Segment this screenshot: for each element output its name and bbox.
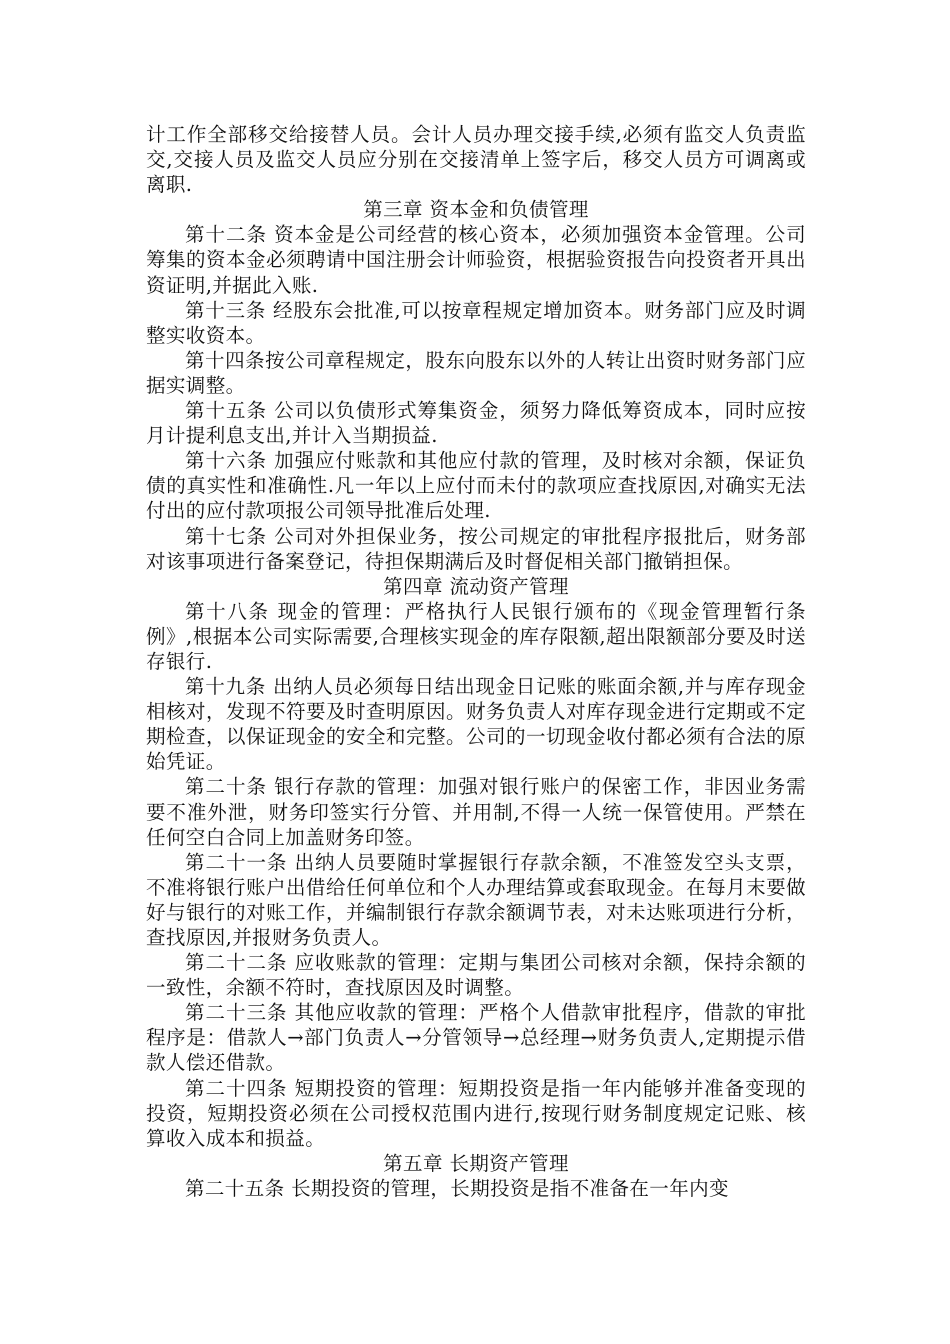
- article-18: 第十八条 现金的管理：严格执行人民银行颁布的《现金管理暂行条例》,根据本公司实际需要,合理核实现金的库存限额,超出限额部分要及时送存银行.: [146, 599, 806, 673]
- chapter-3-heading: 第三章 资本金和负债管理: [363, 198, 589, 222]
- article-20: 第二十条 银行存款的管理：加强对银行账户的保密工作，非因业务需要不准外泄，财务印签实行分管、并用制,不得一人统一保管使用。严禁在任何空白合同上加盖财务印签。: [146, 775, 806, 849]
- chapter-5-heading: 第五章 长期资产管理: [383, 1151, 569, 1175]
- article-13: 第十三条 经股东会批准,可以按章程规定增加资本。财务部门应及时调整实收资本。: [146, 298, 806, 347]
- chapter-4-heading: 第四章 流动资产管理: [383, 574, 569, 598]
- article-24: 第二十四条 短期投资的管理：短期投资是指一年内能够并准备变现的投资，短期投资必须在公司授权范围内进行,按现行财务制度规定记账、核算收入成本和损益。: [146, 1076, 806, 1150]
- article-21: 第二十一条 出纳人员要随时掌握银行存款余额，不准签发空头支票，不准将银行账户出借给任何单位和个人办理结算或套取现金。在每月末要做好与银行的对账工作，并编制银行存款余额调节表，对未达账项进行分析，查找原因,并报财务负责人。: [146, 850, 806, 949]
- article-19: 第十九条 出纳人员必须每日结出现金日记账的账面余额,并与库存现金相核对，发现不符要及时查明原因。财务负责人对库存现金进行定期或不定期检查，以保证现金的安全和完整。公司的一切现金收付都必须有合法的原始凭证。: [146, 675, 806, 774]
- article-17: 第十七条 公司对外担保业务，按公司规定的审批程序报批后，财务部对该事项进行备案登记，待担保期满后及时督促相关部门撤销担保。: [146, 524, 806, 573]
- article-12: 第十二条 资本金是公司经营的核心资本，必须加强资本金管理。公司筹集的资本金必须聘请中国注册会计师验资，根据验资报告向投资者开具出资证明,并据此入账.: [146, 223, 806, 297]
- article-23: 第二十三条 其他应收款的管理：严格个人借款审批程序，借款的审批程序是：借款人→部门负责人→分管领导→总经理→财务负责人,定期提示借款人偿还借款。: [146, 1001, 806, 1075]
- document-body: [146, 122, 806, 1201]
- article-22: 第二十二条 应收账款的管理：定期与集团公司核对余额，保持余额的一致性，余额不符时，查找原因及时调整。: [146, 951, 806, 1000]
- opening-paragraph: 计工作全部移交给接替人员。会计人员办理交接手续,必须有监交人负责监交,交接人员及监交人员应分别在交接清单上签字后，移交人员方可调离或离职.: [146, 123, 806, 197]
- article-25: 第二十五条 长期投资的管理，长期投资是指不准备在一年内变: [185, 1176, 729, 1200]
- article-15: 第十五条 公司以负债形式筹集资金，须努力降低筹资成本，同时应按月计提利息支出,并计入当期损益.: [146, 399, 806, 448]
- article-16: 第十六条 加强应付账款和其他应付款的管理，及时核对余额，保证负债的真实性和准确性.凡一年以上应付而未付的款项应查找原因,对确实无法付出的应付款项报公司领导批准后处理.: [146, 449, 806, 523]
- article-14: 第十四条按公司章程规定，股东向股东以外的人转让出资时财务部门应据实调整。: [146, 348, 806, 397]
